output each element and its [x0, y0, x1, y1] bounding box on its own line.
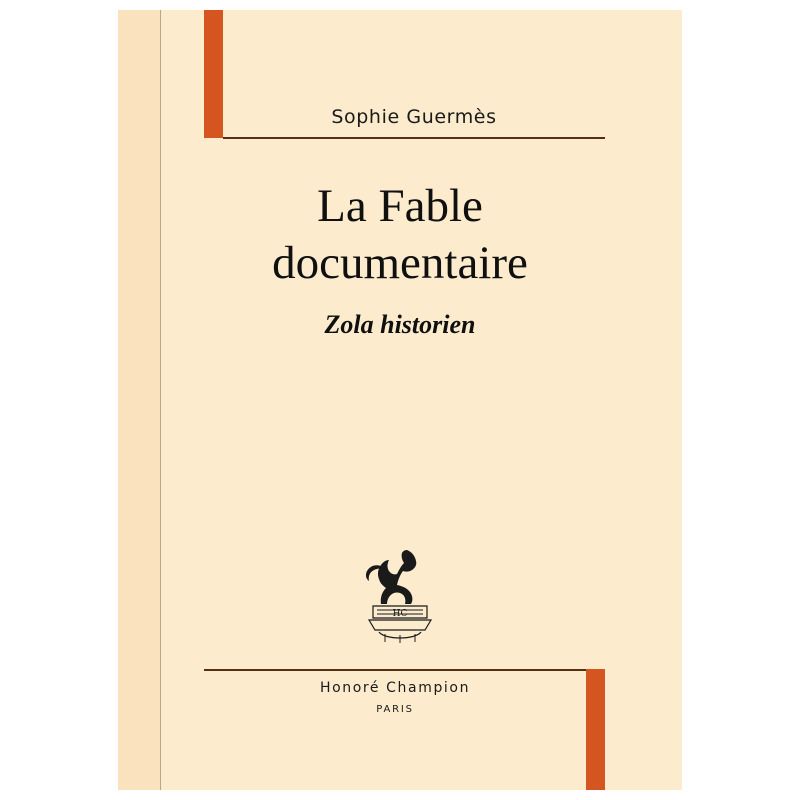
rule-under-author: [223, 137, 605, 139]
svg-text:HC: HC: [392, 609, 408, 619]
rule-above-publisher: [204, 669, 586, 671]
book-title-line-1: La Fable: [317, 180, 483, 232]
publisher-city: PARIS: [376, 704, 414, 715]
book-subtitle: Zola historien: [324, 310, 476, 339]
accent-bar-top-left: [204, 10, 223, 138]
cover-left-vertical-rule: [160, 10, 161, 790]
author-name: Sophie Guermès: [331, 106, 497, 128]
publisher-logo-icon: [355, 544, 445, 646]
publisher-name: Honoré Champion: [319, 680, 471, 696]
accent-bar-bottom-right: [586, 669, 605, 790]
book-title-line-2: documentaire: [272, 237, 528, 290]
book-cover: [118, 10, 682, 790]
book-title: [190, 178, 610, 293]
